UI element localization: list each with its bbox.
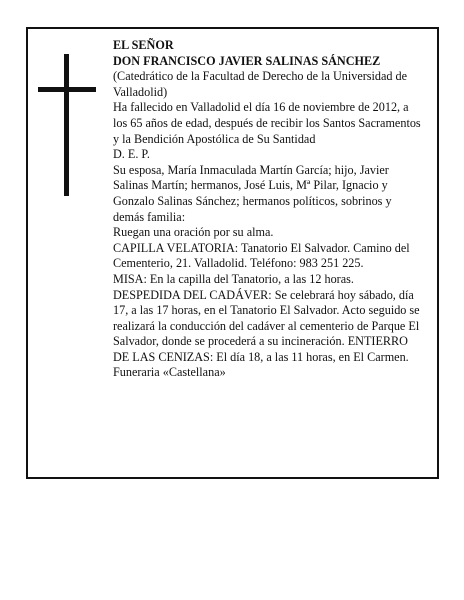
funeral-home: Funeraria «Castellana» [113, 365, 226, 380]
chapel-info: CAPILLA VELATORIA: Tanatorio El Salvador. Camino del Cementerio, 21. Valladolid. Teléfono: 983 251 225. [113, 240, 410, 271]
obituary-text [113, 38, 425, 381]
dep-line: D. E. P. [113, 147, 150, 162]
cross-vertical-bar [64, 54, 69, 196]
heading-title: EL SEÑOR [113, 38, 174, 52]
mass-info: MISA: En la capilla del Tanatorio, a las 12 horas. [113, 271, 354, 286]
deceased-name: DON FRANCISCO JAVIER SALINAS SÁNCHEZ [113, 53, 381, 68]
prayer-request: Ruegan una oración por su alma. [113, 225, 274, 240]
cross-icon [38, 54, 96, 196]
cross-horizontal-bar [38, 87, 96, 92]
farewell-info: DESPEDIDA DEL CADÁVER: Se celebrará hoy sábado, día 17, a las 17 horas, en el Tanatorio El Salvador. Acto seguido se realizará la conducción del cadáver al cementerio de Parque El Salvador, donde se procederá a su incineración. ENTIERRO DE LAS CENIZAS: El día 18, a las 11 horas, en El Carmen. [113, 287, 420, 364]
family-members: Su esposa, María Inmaculada Martín García; hijo, Javier Salinas Martín; hermanos, José Luis, Mª Pilar, Ignacio y Gonzalo Salinas Sánchez; hermanos políticos, sobrinos y demás familia: [113, 162, 392, 224]
affiliation: (Catedrático de la Facultad de Derecho de la Universidad de Valladolid) [113, 69, 408, 99]
death-statement: Ha fallecido en Valladolid el día 16 de noviembre de 2012, a los 65 años de edad, después de recibir los Santos Sacramentos y la Bendición Apostólica de Su Santidad [113, 100, 421, 146]
